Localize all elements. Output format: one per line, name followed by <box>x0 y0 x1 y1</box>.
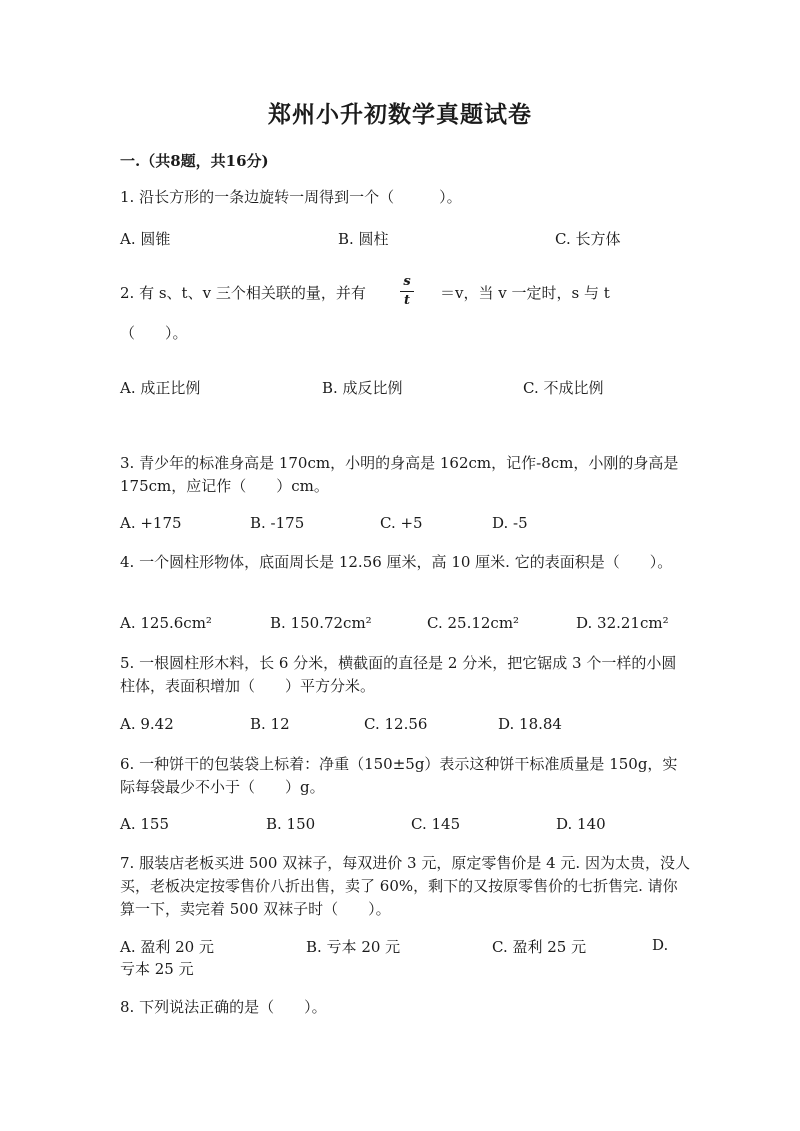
question-4-option-d[interactable]: D. 32.21cm² <box>576 614 669 632</box>
question-3-text: 3. 青少年的标准身高是 170cm，小明的身高是 162cm，记作-8cm，小刚的身高是 175cm，应记作（ ）cm。 <box>120 454 679 495</box>
section-heading: 一.（共8题，共16分) <box>120 152 269 170</box>
question-5-option-a[interactable]: A. 9.42 <box>120 715 174 733</box>
question-6-option-a[interactable]: A. 155 <box>120 815 169 833</box>
question-3-option-d[interactable]: D. -5 <box>492 514 528 532</box>
question-4-text: 4. 一个圆柱形物体，底面周长是 12.56 厘米，高 10 厘米. 它的表面积是（ ）。 <box>120 553 673 571</box>
question-7-option-c[interactable]: C. 盈利 25 元 <box>492 938 587 956</box>
question-6-option-d[interactable]: D. 140 <box>556 815 606 833</box>
question-2-text-a: 2. 有 s、t、v 三个相关联的量，并有 <box>120 284 366 302</box>
question-6-text: 6. 一种饼干的包装袋上标着：净重（150±5g）表示这种饼干标准质量是 150g，实际每袋最少不小于（ ）g。 <box>120 755 678 796</box>
question-4-option-c[interactable]: C. 25.12cm² <box>427 614 520 632</box>
question-1-option-b[interactable]: B. 圆柱 <box>338 230 389 248</box>
question-7-text: 7. 服装店老板买进 500 双袜子，每双进价 3 元，原定零售价是 4 元. 因为太贵，没人买，老板决定按零售价八折出售，卖了 60%，剩下的又按原零售价的七折售完. 请你算一下，卖完着 500 双袜子时（ ）。 <box>120 854 690 918</box>
question-3-option-c[interactable]: C. +5 <box>380 514 423 532</box>
question-1-option-a[interactable]: A. 圆锥 <box>120 230 171 248</box>
question-3-option-b[interactable]: B. -175 <box>250 514 305 532</box>
question-2-text-c: （ ）。 <box>120 324 188 342</box>
question-2-option-b[interactable]: B. 成反比例 <box>322 379 403 397</box>
fraction-bar <box>400 291 414 292</box>
question-4-option-a[interactable]: A. 125.6cm² <box>120 614 212 632</box>
question-6-option-b[interactable]: B. 150 <box>266 815 316 833</box>
question-7-option-a[interactable]: A. 盈利 20 元 <box>120 938 214 956</box>
question-2-option-c[interactable]: C. 不成比例 <box>523 379 604 397</box>
page-title: 郑州小升初数学真题试卷 <box>268 101 532 128</box>
question-1-text: 1. 沿长方形的一条边旋转一周得到一个（ ）。 <box>120 188 462 206</box>
question-8-text: 8. 下列说法正确的是（ ）。 <box>120 998 327 1016</box>
fraction-s-over-t <box>400 275 414 308</box>
question-5-option-b[interactable]: B. 12 <box>250 715 290 733</box>
question-2-option-a[interactable]: A. 成正比例 <box>120 379 201 397</box>
question-1-option-c[interactable]: C. 长方体 <box>555 230 621 248</box>
question-3-option-a[interactable]: A. +175 <box>120 514 182 532</box>
question-5-option-c[interactable]: C. 12.56 <box>364 715 428 733</box>
fraction-denominator: t <box>403 293 410 308</box>
question-2-text-b: ＝v，当 v 一定时，s 与 t <box>440 284 610 302</box>
question-6-option-c[interactable]: C. 145 <box>411 815 461 833</box>
fraction-numerator: s <box>403 274 411 289</box>
question-5-option-d[interactable]: D. 18.84 <box>498 715 562 733</box>
question-5-text: 5. 一根圆柱形木料，长 6 分米，横截面的直径是 2 分米，把它锯成 3 个一样的小圆柱体，表面积增加（ ）平方分米。 <box>120 654 677 695</box>
question-7-option-b[interactable]: B. 亏本 20 元 <box>306 938 401 956</box>
question-7-option-d-letter[interactable]: D. <box>652 936 669 954</box>
question-4-option-b[interactable]: B. 150.72cm² <box>270 614 372 632</box>
question-7-option-d-text[interactable]: 亏本 25 元 <box>120 960 194 978</box>
